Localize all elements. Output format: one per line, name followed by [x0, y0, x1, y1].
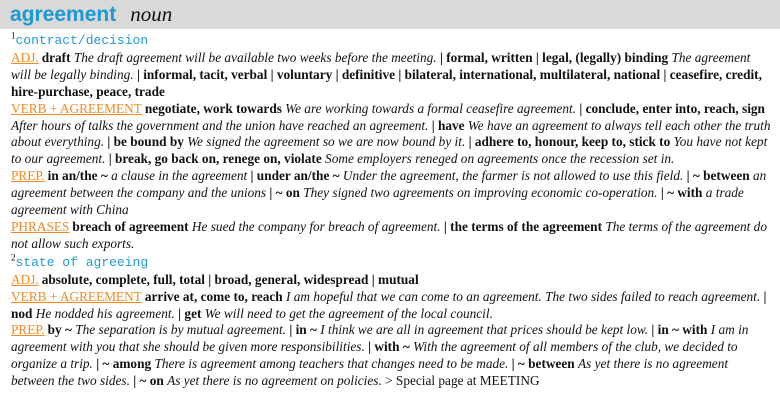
- collocation-text: | conclude, enter into, reach, sign: [576, 100, 765, 116]
- example-sentence: After hours of talks the government and the union have reached an agreement.: [11, 117, 429, 133]
- collocation-block: [11, 219, 772, 253]
- collocation-block: [11, 50, 772, 101]
- collocation-text: | in ~ with: [648, 322, 711, 338]
- example-sentence: Some employers reneged on agreements once the recession set in.: [325, 151, 675, 167]
- collocation-text: | with ~: [364, 339, 414, 355]
- collocation-text: absolute, complete, full, total | broad, general, widespread | mutual: [41, 271, 419, 287]
- collocation-category-link[interactable]: ADJ.: [11, 271, 39, 287]
- example-sentence: With the agreement of all members of the club, we decided to organize a trip.: [11, 339, 738, 372]
- collocation-text: | ~ with: [657, 185, 706, 201]
- example-sentence: There is agreement among teachers that changes need to be made.: [154, 356, 509, 372]
- collocation-category-link[interactable]: VERB + AGREEMENT: [11, 288, 142, 304]
- example-sentence: As yet there is no agreement between the two sides.: [11, 356, 729, 389]
- collocation-category-link[interactable]: PREP.: [11, 168, 45, 184]
- collocation-text: | informal, tacit, verbal | voluntary | definitive | bilateral, international, multilateral, national | ceasefire, credit, hire-purchase, peace, trade: [11, 66, 762, 99]
- example-sentence: a clause in the agreement: [111, 168, 248, 184]
- cross-reference: > Special page at MEETING: [381, 373, 540, 389]
- example-sentence: We have an agreement to always tell each other the truth about everything.: [11, 117, 771, 150]
- example-sentence: They signed two agreements on improving economic co-operation.: [303, 185, 658, 201]
- collocation-block: [11, 322, 772, 390]
- part-of-speech: noun: [130, 2, 173, 26]
- example-sentence: We are working towards a formal ceasefire agreement.: [285, 100, 576, 116]
- collocation-text: arrive at, come to, reach: [144, 288, 287, 304]
- collocation-text: negotiate, work towards: [144, 100, 286, 116]
- entry-header: [0, 0, 780, 29]
- collocation-text: | in ~: [286, 322, 321, 338]
- collocation-text: | the terms of the agreement: [440, 218, 606, 234]
- collocation-category-link[interactable]: PHRASES: [11, 218, 70, 234]
- example-sentence: Under the agreement, the farmer is not allowed to use this field.: [342, 168, 684, 184]
- collocation-text: | nod: [11, 288, 767, 321]
- example-sentence: We signed the agreement so we are now bound by it.: [187, 134, 466, 150]
- collocation-category-link[interactable]: PREP.: [11, 322, 45, 338]
- example-sentence: I am hopeful that we can come to an agreement. The two sides failed to reach agreement.: [286, 288, 761, 304]
- headword: agreement: [10, 3, 117, 26]
- example-sentence: We will need to get the agreement of the local council.: [204, 305, 493, 321]
- example-sentence: The draft agreement will be available two weeks before the meeting.: [73, 49, 437, 65]
- entry-body: [0, 29, 780, 390]
- example-sentence: He nodded his agreement.: [35, 305, 175, 321]
- collocation-text: | ~ between: [508, 356, 579, 372]
- collocation-text: breach of agreement: [72, 218, 192, 234]
- collocation-text: | ~ on: [266, 185, 304, 201]
- collocation-text: draft: [41, 49, 74, 65]
- collocation-block: [11, 289, 772, 323]
- example-sentence: The separation is by mutual agreement.: [75, 322, 287, 338]
- collocation-block: [11, 272, 772, 289]
- sense-heading: [11, 254, 772, 272]
- sense-title: contract/decision: [15, 33, 149, 48]
- sense-number: 2: [11, 252, 16, 263]
- example-sentence: As yet there is no agreement on policies.: [167, 373, 382, 389]
- sense-number: 1: [11, 30, 16, 41]
- collocation-text: | get: [174, 305, 205, 321]
- collocation-text: | formal, written | legal, (legally) binding: [436, 49, 672, 65]
- collocation-text: | ~ among: [92, 356, 155, 372]
- collocation-text: by ~: [47, 322, 76, 338]
- example-sentence: You have not kept to our agreement.: [11, 134, 768, 167]
- collocation-text: | be bound by: [104, 134, 188, 150]
- collocation-category-link[interactable]: VERB + AGREEMENT: [11, 100, 142, 116]
- example-sentence: I think we are all in agreement that prices should be kept low.: [320, 322, 649, 338]
- sense-heading: [11, 32, 772, 50]
- example-sentence: The agreement will be legally binding.: [11, 49, 751, 82]
- example-sentence: a trade agreement with China: [11, 185, 744, 218]
- collocation-text: | ~ between: [683, 168, 753, 184]
- collocation-text: | adhere to, honour, keep to, stick to: [465, 134, 674, 150]
- collocation-text: | break, go back on, renege on, violate: [105, 151, 326, 167]
- collocation-text: | under an/the ~: [247, 168, 343, 184]
- collocation-text: in an/the ~: [47, 168, 112, 184]
- example-sentence: He sued the company for breach of agreement.: [191, 218, 441, 234]
- example-sentence: an agreement between the company and the unions: [11, 168, 767, 201]
- sense-title: state of agreeing: [15, 254, 149, 270]
- collocation-block: [11, 168, 772, 219]
- example-sentence: I am in agreement with you that she should be given more responsibilities.: [11, 322, 749, 355]
- collocation-category-link[interactable]: ADJ.: [11, 49, 39, 65]
- example-sentence: The terms of the agreement do not allow such exports.: [11, 218, 767, 251]
- collocation-text: | have: [428, 117, 468, 133]
- collocation-text: | ~ on: [129, 373, 168, 389]
- collocation-block: [11, 101, 772, 169]
